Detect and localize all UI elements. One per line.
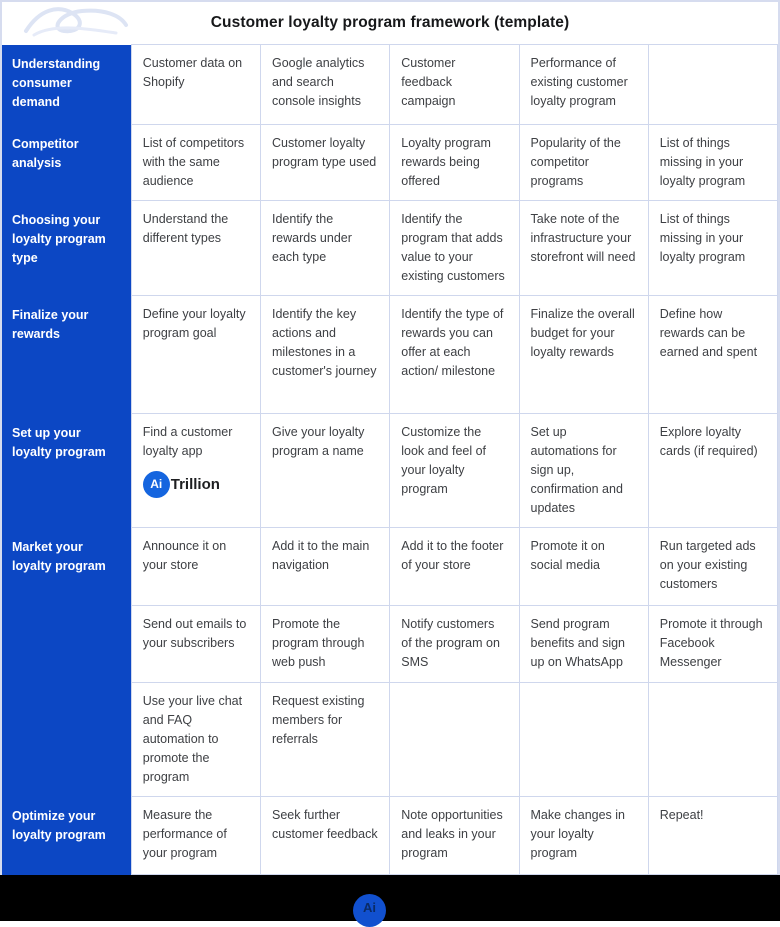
cell: [648, 45, 777, 125]
section-header: Optimize your loyalty program: [2, 797, 131, 875]
footer-bar: [0, 875, 780, 921]
page-title: Customer loyalty program framework (template): [210, 14, 570, 31]
cell-text: Customer loyalty program type used: [272, 136, 377, 169]
cell-text: Google analytics and search console insights: [272, 56, 365, 108]
cell: [648, 296, 777, 414]
cell: [648, 683, 777, 797]
cell-text: Send out emails to your subscribers: [142, 617, 247, 650]
cell-text: Customize the look and feel of your loyalty program: [401, 425, 487, 496]
section-header: Competitor analysis: [2, 125, 131, 201]
cell: [519, 201, 648, 296]
cell: [131, 606, 260, 683]
cell-text: Loyalty program rewards being offered: [401, 136, 491, 188]
cell-text: Identify the type of rewards you can offer at each action/ milestone: [401, 307, 504, 378]
cell-text: Notify customers of the program on SMS: [401, 617, 500, 669]
cell-text: Add it to the footer of your store: [401, 539, 504, 572]
cell-text: Find a customer loyalty app: [142, 425, 233, 458]
brand-name: Trillion: [170, 476, 220, 493]
cell: [390, 201, 519, 296]
cell: [131, 125, 260, 201]
cell: [261, 125, 390, 201]
cell: [648, 414, 777, 528]
cell: [261, 528, 390, 606]
cell: [131, 528, 260, 606]
cell: [519, 414, 648, 528]
cell-text: Note opportunities and leaks in your program: [401, 808, 503, 860]
cell-text: Performance of existing customer loyalty program: [530, 56, 628, 108]
cell-text: Define how rewards can be earned and spent: [659, 307, 758, 359]
cell: [131, 797, 260, 875]
section-header: Understanding consumer demand: [2, 45, 131, 125]
cell-text: Promote it on social media: [530, 539, 605, 572]
cell-text: Send program benefits and sign up on WhatsApp: [530, 617, 626, 669]
cell-text: Customer feedback campaign: [401, 56, 456, 108]
cell: [261, 414, 390, 528]
cell: [390, 528, 519, 606]
framework-table: [2, 44, 778, 875]
cell: [131, 414, 260, 528]
cell: [648, 201, 777, 296]
cell-text: Identify the rewards under each type: [272, 212, 352, 264]
cell-text: Identify the program that adds value to your existing customers: [401, 212, 505, 283]
cell: [648, 528, 777, 606]
cell: [131, 683, 260, 797]
section-header: Choosing your loyalty program type: [2, 201, 131, 296]
cell: [519, 528, 648, 606]
cell-text: Use your live chat and FAQ automation to promote the program: [142, 694, 243, 784]
aitrillion-logo: [143, 471, 249, 498]
cell-text: Give your loyalty program a name: [272, 425, 365, 458]
cell-text: List of things missing in your loyalty program: [659, 212, 746, 264]
ai-circle-icon: Ai: [143, 471, 170, 498]
cell: [648, 797, 777, 875]
cell: [261, 797, 390, 875]
cell: [390, 683, 519, 797]
cell-text: Customer data on Shopify: [142, 56, 243, 89]
cell: [261, 683, 390, 797]
cell: [390, 606, 519, 683]
cell: [131, 296, 260, 414]
cell-text: Promote the program through web push: [272, 617, 365, 669]
cell-text: Make changes in your loyalty program: [530, 808, 626, 860]
cell: [519, 296, 648, 414]
cell: [261, 45, 390, 125]
cell: [519, 125, 648, 201]
cell: [261, 201, 390, 296]
cell-text: Measure the performance of your program: [142, 808, 227, 860]
cell: [648, 606, 777, 683]
cell: [519, 797, 648, 875]
cell-text: Add it to the main navigation: [272, 539, 370, 572]
cell: [390, 125, 519, 201]
section-header: Finalize your rewards: [2, 296, 131, 414]
cell-text: Request existing members for referrals: [272, 694, 365, 746]
cell: [519, 45, 648, 125]
title-bar: [2, 2, 778, 44]
cell: [390, 296, 519, 414]
section-header: Market your loyalty program: [2, 528, 131, 797]
section-header: Set up your loyalty program: [2, 414, 131, 528]
aitrillion-footer-logo-icon: Ai: [353, 894, 386, 927]
cell-text: Identify the key actions and milestones in a customer's journey: [272, 307, 377, 378]
cell-text: Set up automations for sign up, confirmation and updates: [530, 425, 623, 515]
cell: [390, 45, 519, 125]
cell: [131, 201, 260, 296]
cell-text: Run targeted ads on your existing customers: [659, 539, 756, 591]
cell-text: Repeat!: [659, 808, 704, 822]
cell: [390, 414, 519, 528]
cell-text: Define your loyalty program goal: [142, 307, 246, 340]
cell-text: Announce it on your store: [142, 539, 227, 572]
cell-text: List of things missing in your loyalty program: [659, 136, 746, 188]
cell-text: Finalize the overall budget for your loyalty rewards: [530, 307, 635, 359]
cell-text: List of competitors with the same audience: [142, 136, 245, 188]
cell-text: Explore loyalty cards (if required): [659, 425, 758, 458]
cell: [131, 45, 260, 125]
cell: [648, 125, 777, 201]
cell-text: Seek further customer feedback: [272, 808, 378, 841]
cell-text: Understand the different types: [142, 212, 229, 245]
cell-text: Popularity of the competitor programs: [530, 136, 621, 188]
cell: [519, 683, 648, 797]
cell: [261, 606, 390, 683]
cell: [519, 606, 648, 683]
cell-text: Promote it through Facebook Messenger: [659, 617, 763, 669]
cell: [390, 797, 519, 875]
cell-text: Take note of the infrastructure your storefront will need: [530, 212, 636, 264]
cell: [261, 296, 390, 414]
